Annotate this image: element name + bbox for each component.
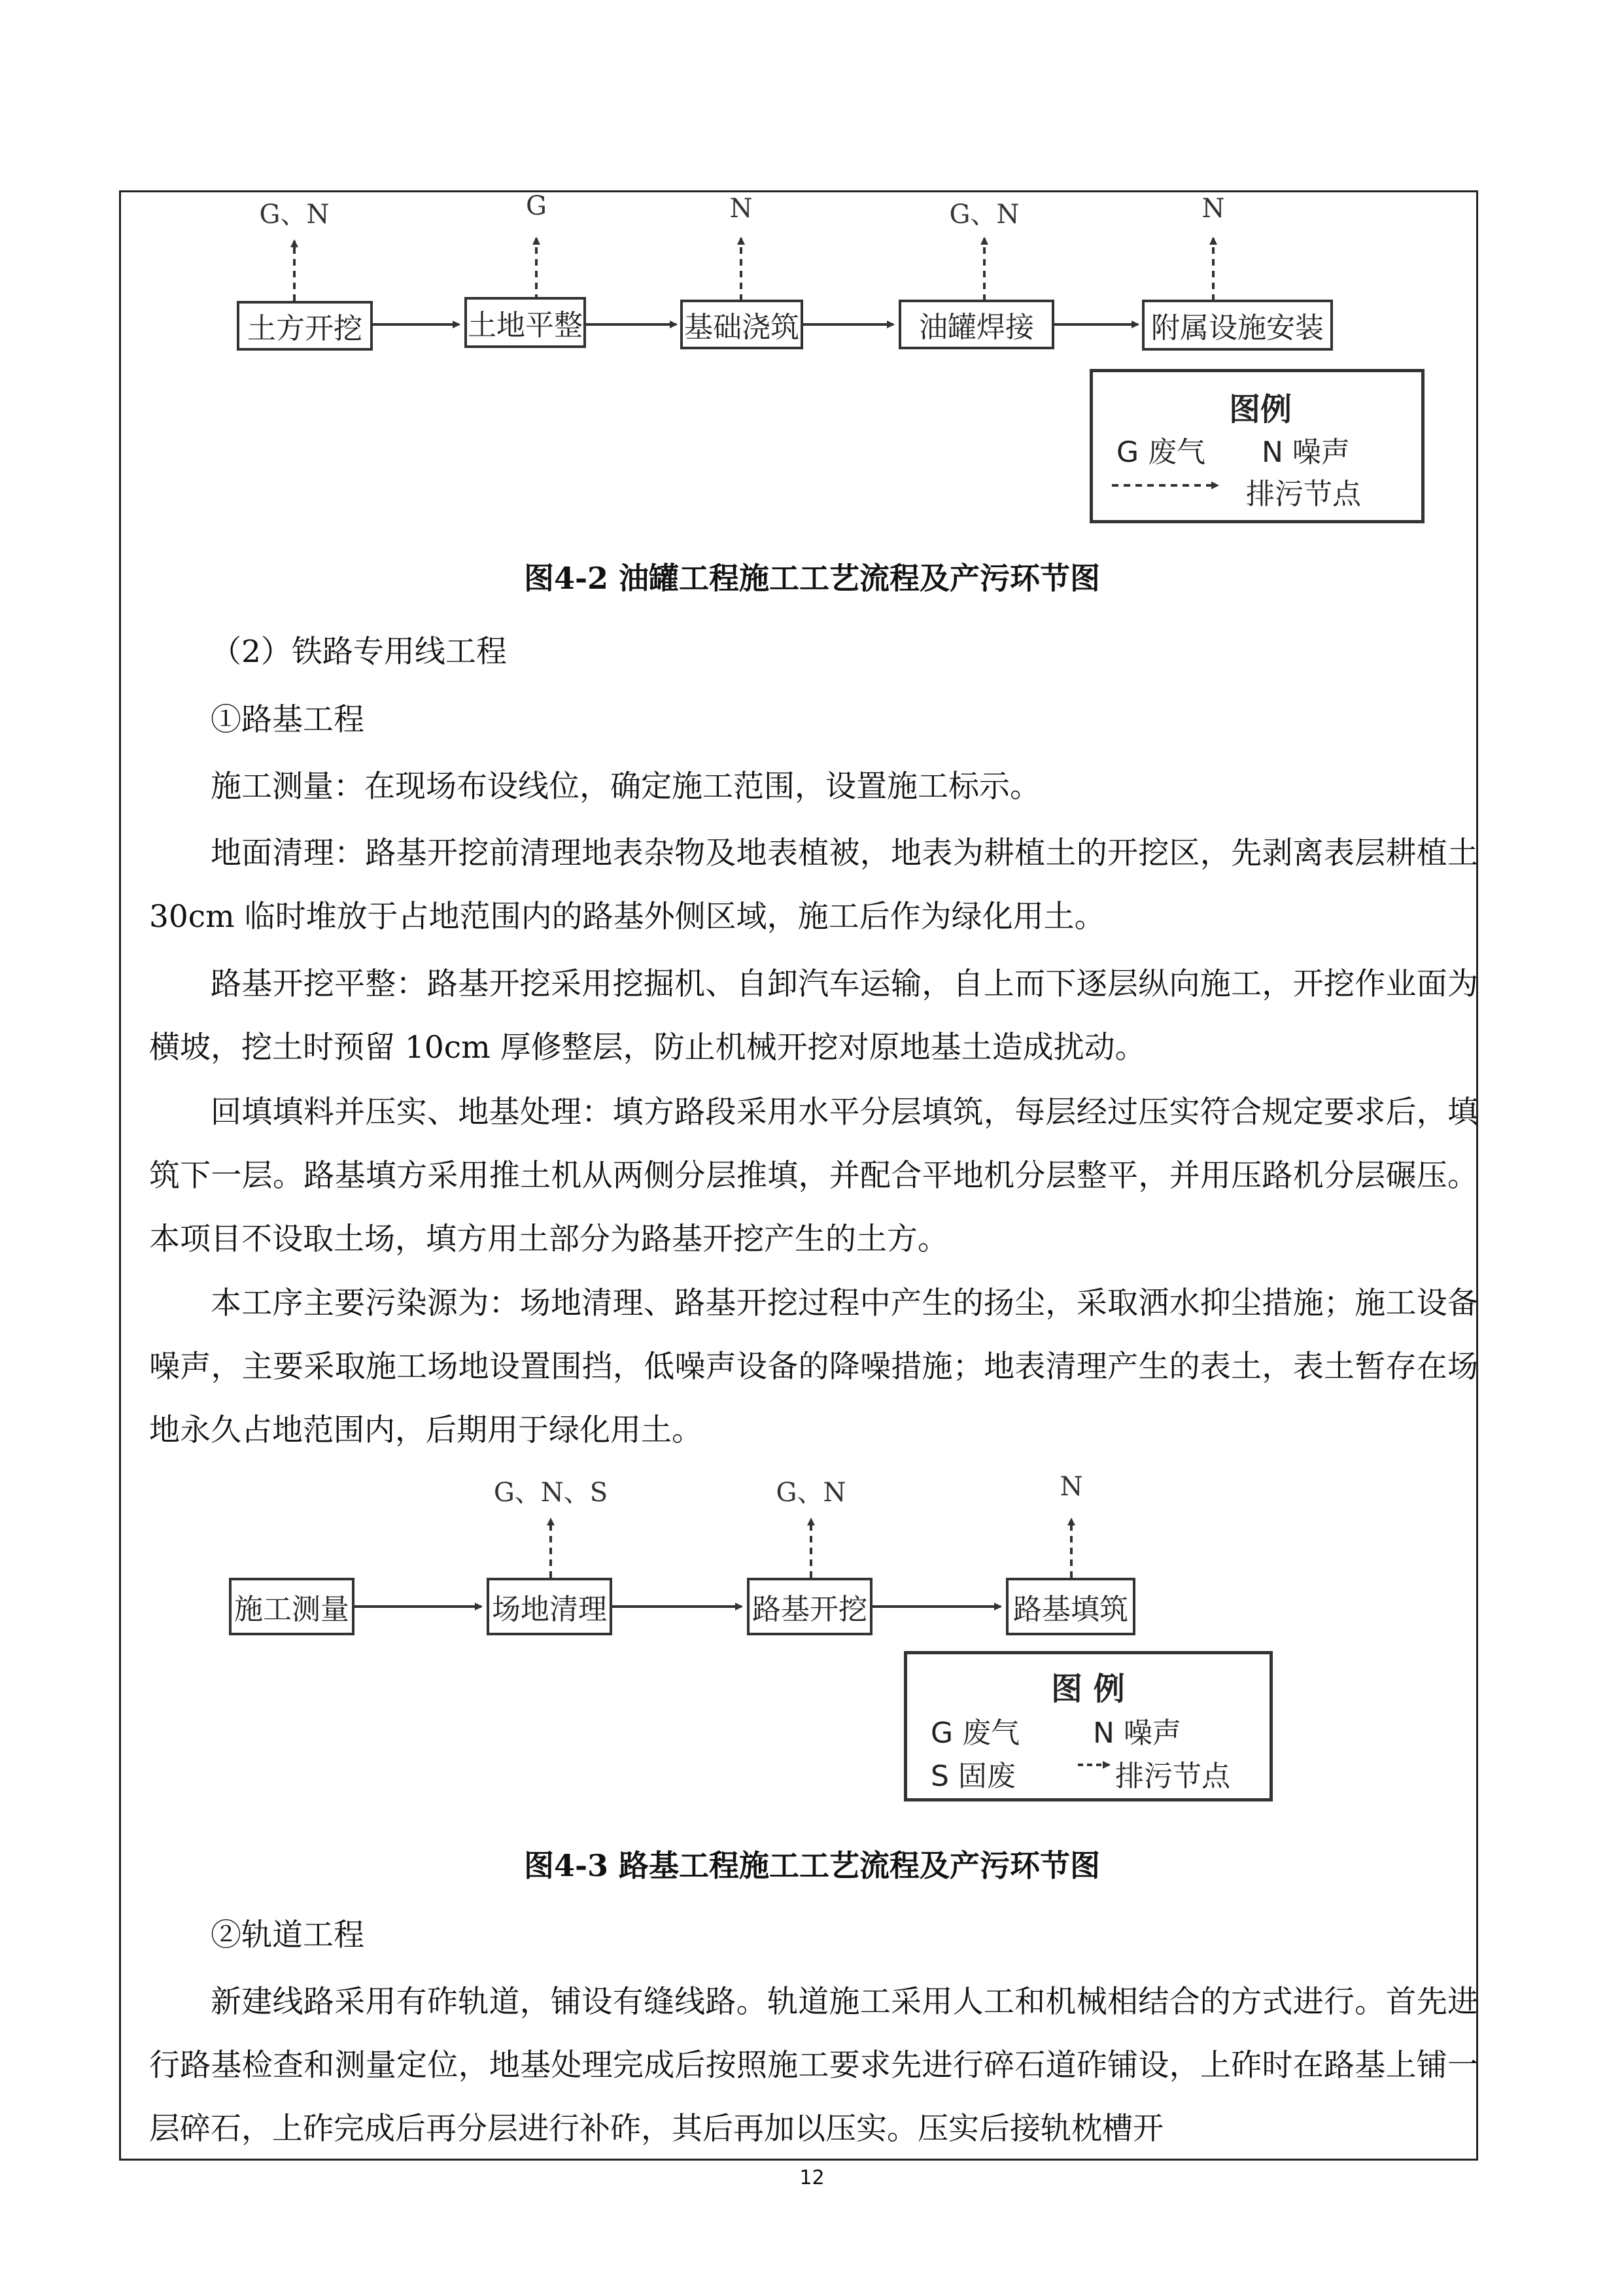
flow-step-earth-excavation: 土方开挖 [237,301,373,351]
flow-step-auxiliary-installation: 附属设施安装 [1142,300,1333,351]
paragraph: 本工序主要污染源为：场地清理、路基开挖过程中产生的扬尘，采取洒水抑尘措施；施工设备噪声，主要采取施工场地设置围挡，低噪声设备的降噪措施；地表清理产生的表土，表土暂存在场地永久占地范围内，后期用于绿化用土。 [149,1285,1478,1448]
legend-item-discharge-node: 排污节点 [1115,1760,1230,1793]
flow-step-land-leveling: 土地平整 [464,297,586,348]
paragraph: 路基开挖平整：路基开挖采用挖掘机、自卸汽车运输，自上而下逐层纵向施工，开挖作业面为横坡，挖土时预留 10cm 厚修整层，防止机械开挖对原地基土造成扰动。 [149,966,1478,1066]
pollutant-label: G、N [949,200,1020,230]
subsection-heading: ②轨道工程 [211,1917,364,1953]
paragraph: 新建线路采用有砟轨道，铺设有缝线路。轨道施工采用人工和机械相结合的方式进行。首先进行路基检查和测量定位，地基处理完成后按照施工要求先进行碎石道砟铺设，上砟时在路基上铺一层碎石，上砟完成后再分层进行补砟，其后再加以压实。压实后接轨枕槽开 [149,1984,1478,2147]
flow-step-subgrade-excavation: 路基开挖 [747,1578,872,1635]
paragraph: 回填填料并压实、地基处理：填方路段采用水平分层填筑，每层经过压实符合规定要求后，填筑下一层。路基填方采用推土机从两侧分层推填，并配合平地机分层整平，并用压路机分层碾压。本项目不设取土场，填方用土部分为路基开挖产生的土方。 [149,1094,1478,1257]
pollutant-label: G、N、S [493,1478,608,1508]
legend-title: 图例 [1229,391,1292,428]
legend-title: 图 例 [1051,1671,1125,1707]
flow-step-subgrade-filling: 路基填筑 [1006,1578,1135,1635]
figure-caption: 图4-3 路基工程施工工艺流程及产污环节图 [523,1848,1101,1883]
flow-step-survey: 施工测量 [229,1578,354,1635]
page-number: 12 [799,2166,825,2189]
subsection-heading: ①路基工程 [211,702,364,738]
legend-item-noise: N 噪声 [1262,436,1350,469]
flow-step-foundation-pouring: 基础浇筑 [680,300,803,349]
legend-item-gas: G 废气 [931,1716,1020,1750]
legend-item-discharge-node: 排污节点 [1246,478,1361,511]
paragraph: 施工测量：在现场布设线位，确定施工范围，设置施工标示。 [211,769,1041,805]
pollutant-label: N [1201,194,1225,224]
pollutant-label: G、N [259,200,330,230]
legend-item-noise: N 噪声 [1093,1716,1181,1750]
pollutant-label: G、N [776,1478,846,1508]
pollutant-label: N [1060,1472,1083,1502]
flow-step-site-clearing: 场地清理 [487,1578,612,1635]
pollutant-label: G [526,191,547,221]
paragraph: 地面清理：路基开挖前清理地表杂物及地表植被，地表为耕植土的开挖区，先剥离表层耕植土 30cm 临时堆放于占地范围内的路基外侧区域，施工后作为绿化用土。 [149,835,1478,935]
flow-step-tank-welding: 油罐焊接 [899,300,1054,349]
legend-box [904,1651,1273,1801]
figure-caption: 图4-2 油罐工程施工工艺流程及产污环节图 [523,561,1101,596]
section-heading: （2）铁路专用线工程 [211,634,507,670]
legend-item-gas: G 废气 [1116,436,1206,469]
legend-item-solid-waste: S 固废 [931,1760,1016,1793]
pollutant-label: N [729,194,753,224]
